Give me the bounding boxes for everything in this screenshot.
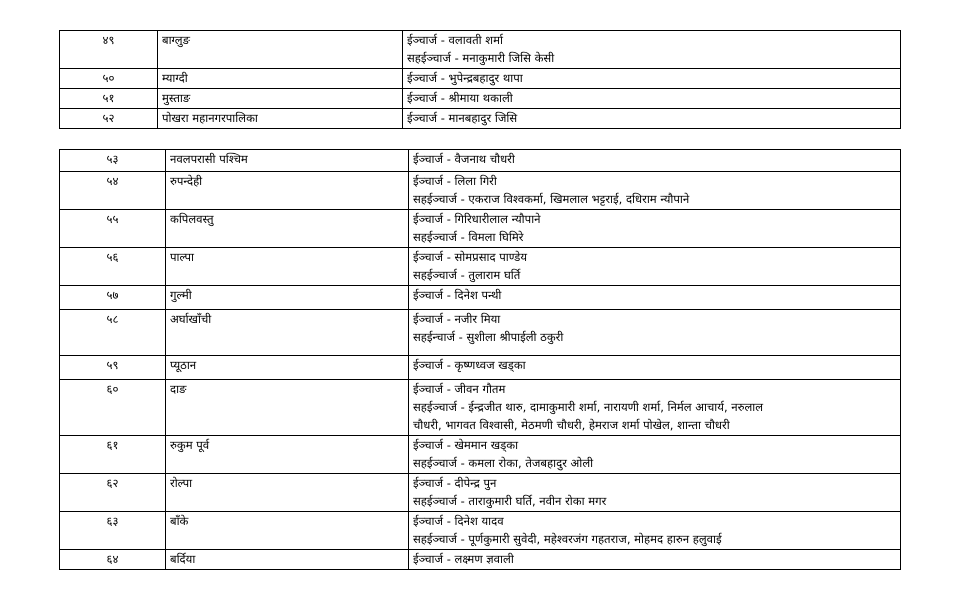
district-name: रोल्पा: [166, 474, 409, 512]
district-incharge-table-1: [59, 30, 901, 129]
responsible-persons: [403, 31, 901, 69]
responsible-persons: [403, 89, 901, 109]
table-row: [60, 109, 901, 129]
person-line: ईञ्चार्ज - मानबहादुर जिसि: [407, 111, 518, 125]
responsible-persons: [409, 436, 901, 474]
serial-number: ५८: [60, 310, 166, 356]
serial-number: ५४: [60, 172, 166, 210]
serial-number: ६४: [60, 550, 166, 570]
district-name: बाग्लुङ: [158, 31, 403, 69]
person-line: ईञ्चार्ज - दिनेश पन्थी: [413, 288, 502, 302]
table-row: [60, 89, 901, 109]
serial-number: ५३: [60, 150, 166, 172]
district-name: प्यूठान: [166, 356, 409, 380]
person-line: ईञ्चार्ज - दीपेन्द्र पुन: [413, 476, 497, 490]
person-line: सहईञ्चार्ज - मनाकुमारी जिसि केसी: [407, 51, 555, 65]
district-name: म्याग्दी: [158, 69, 403, 89]
district-name: कपिलवस्तु: [166, 210, 409, 248]
table-row: [60, 150, 901, 172]
table-row: [60, 210, 901, 248]
responsible-persons: [403, 109, 901, 129]
person-line: ईञ्चार्ज - लिला गिरी: [413, 174, 497, 188]
serial-number: ५१: [60, 89, 158, 109]
responsible-persons: [409, 380, 901, 436]
person-line: ईञ्चार्ज - खेममान खड्का: [413, 438, 519, 452]
serial-number: ५६: [60, 248, 166, 286]
table-row: [60, 310, 901, 356]
responsible-persons: [409, 210, 901, 248]
table-row: [60, 31, 901, 69]
person-line: ईञ्चार्ज - सोमप्रसाद पाण्डेय: [413, 250, 528, 264]
person-line: सहईन्चार्ज - सुशीला श्रीपाईली ठकुरी: [413, 330, 564, 344]
serial-number: ६३: [60, 512, 166, 550]
person-line: सहईञ्चार्ज - कमला रोका, तेजबहादुर ओली: [413, 456, 594, 470]
district-name: अर्घाखाँची: [166, 310, 409, 356]
responsible-persons: [409, 550, 901, 570]
responsible-persons: [409, 286, 901, 310]
person-line: चौधरी, भागवत विश्वासी, मेठमणी चौधरी, हेमराज शर्मा पोखेल, शान्ता चौधरी: [413, 418, 730, 432]
table-row: [60, 286, 901, 310]
person-line: ईञ्चार्ज - कृष्णध्वज खड्का: [413, 358, 526, 372]
serial-number: ५५: [60, 210, 166, 248]
person-line: ईञ्चार्ज - वैजनाथ चौधरी: [413, 152, 515, 166]
person-line: ईञ्चार्ज - वलावती शर्मा: [407, 33, 503, 47]
person-line: सहईञ्चार्ज - विमला घिमिरे: [413, 230, 524, 244]
person-line: ईञ्चार्ज - जीवन गौतम: [413, 382, 506, 396]
person-line: सहईञ्चार्ज - ईन्द्रजीत थारु, दामाकुमारी शर्मा, नारायणी शर्मा, निर्मल आचार्य, नरुलाल: [413, 400, 764, 414]
person-line: ईञ्चार्ज - नजीर मिया: [413, 312, 501, 326]
responsible-persons: [409, 310, 901, 356]
person-line: ईञ्चार्ज - श्रीमाया थकाली: [407, 91, 513, 105]
person-line: ईञ्चार्ज - भुपेन्द्रबहादुर थापा: [407, 71, 523, 85]
district-name: रुपन्देही: [166, 172, 409, 210]
serial-number: ५७: [60, 286, 166, 310]
table-row: [60, 172, 901, 210]
person-line: सहईञ्चार्ज - ताराकुमारी घर्ति, नवीन रोका मगर: [413, 494, 607, 508]
serial-number: ६१: [60, 436, 166, 474]
serial-number: ५०: [60, 69, 158, 89]
district-name: दाङ: [166, 380, 409, 436]
district-name: पाल्पा: [166, 248, 409, 286]
serial-number: ६०: [60, 380, 166, 436]
table-row: [60, 248, 901, 286]
table-row: [60, 512, 901, 550]
responsible-persons: [409, 248, 901, 286]
person-line: सहईञ्चार्ज - एकराज विश्वकर्मा, खिमलाल भट्टराई, दधिराम न्यौपाने: [413, 192, 690, 206]
table-row: [60, 474, 901, 512]
responsible-persons: [409, 150, 901, 172]
table-row: [60, 380, 901, 436]
person-line: ईञ्चार्ज - गिरिधारीलाल न्यौपाने: [413, 212, 541, 226]
district-name: बाँके: [166, 512, 409, 550]
district-name: पोखरा महानगरपालिका: [158, 109, 403, 129]
responsible-persons: [409, 356, 901, 380]
district-incharge-table-2: [59, 149, 901, 570]
person-line: सहईञ्चार्ज - पूर्णकुमारी सुवेदी, महेश्वरजंग गहतराज, मोहमद हारुन हलुवाई: [413, 532, 722, 546]
serial-number: ५९: [60, 356, 166, 380]
serial-number: ६२: [60, 474, 166, 512]
responsible-persons: [409, 474, 901, 512]
table-row: [60, 436, 901, 474]
district-name: बर्दिया: [166, 550, 409, 570]
district-name: नवलपरासी पश्चिम: [166, 150, 409, 172]
person-line: सहईञ्चार्ज - तुलाराम घर्ति: [413, 268, 521, 282]
person-line: ईञ्चार्ज - लक्ष्मण ज्ञवाली: [413, 552, 514, 566]
table-row: [60, 356, 901, 380]
district-name: गुल्मी: [166, 286, 409, 310]
district-name: मुस्ताङ: [158, 89, 403, 109]
table-row: [60, 69, 901, 89]
table-row: [60, 550, 901, 570]
responsible-persons: [409, 512, 901, 550]
district-name: रुकुम पूर्व: [166, 436, 409, 474]
serial-number: ५२: [60, 109, 158, 129]
responsible-persons: [403, 69, 901, 89]
person-line: ईञ्चार्ज - दिनेश यादव: [413, 514, 504, 528]
responsible-persons: [409, 172, 901, 210]
serial-number: ४९: [60, 31, 158, 69]
